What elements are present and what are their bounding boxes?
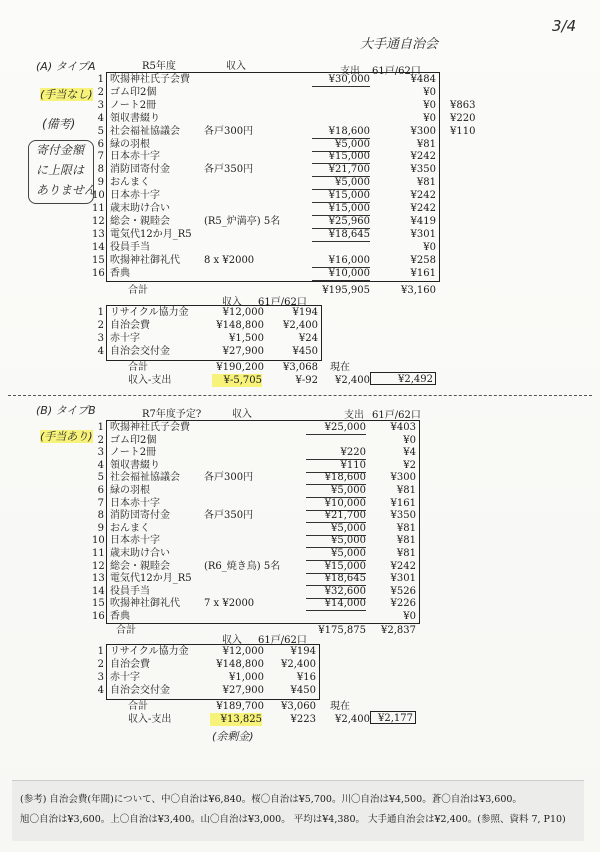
- a-row-exp2: ¥0: [423, 99, 436, 111]
- b-row-name: 日本赤十字: [110, 535, 160, 547]
- a-inc-name: 自治会交付金: [110, 346, 170, 357]
- b-row-exp2: ¥4: [403, 447, 416, 459]
- b-row-exp1: ¥21,700: [306, 509, 366, 523]
- b-row-exp1: ¥10,000: [306, 497, 366, 511]
- b-row-name: 消防団寄付金: [110, 510, 170, 522]
- a-inc-name: リサイクル協力金: [110, 307, 189, 318]
- a-row-no: 14: [92, 241, 105, 253]
- b-row-exp2: ¥226: [390, 598, 416, 610]
- a-year: R5年度: [142, 61, 176, 72]
- a-total-exp1: ¥195,905: [322, 285, 370, 296]
- b-row-no: 3: [97, 447, 104, 459]
- a-income-label: 収入: [226, 61, 246, 72]
- section-b-title: (B) タイプB: [36, 404, 96, 417]
- b-row-no: 8: [97, 510, 104, 522]
- a-inc-no: 2: [97, 320, 104, 331]
- page-number: 3/4: [552, 17, 577, 35]
- a-row-exp1: ¥15,000: [312, 189, 370, 203]
- b-inc-name: リサイクル協力金: [110, 646, 189, 657]
- b-row-exp2: ¥300: [390, 472, 416, 484]
- a-balance-1: ¥-5,705: [212, 374, 262, 387]
- b-row-exp1: ¥5,000: [306, 547, 366, 561]
- a-row-no: 4: [97, 112, 104, 124]
- b-row-no: 13: [92, 573, 105, 585]
- b-row-note: 7 x ¥2000: [204, 598, 255, 610]
- b-row-name: ノート2冊: [110, 447, 157, 459]
- a-inc-total1: ¥190,200: [216, 362, 264, 373]
- a-row-no: 10: [92, 190, 105, 202]
- b-row-no: 11: [92, 548, 105, 559]
- a-inc-no: 1: [97, 307, 104, 318]
- b-row-exp1: ¥5,000: [306, 522, 366, 536]
- b-inc-name: 赤十字: [110, 672, 140, 683]
- a-row-exp2: ¥81: [416, 177, 436, 189]
- b-inc-v1: ¥12,000: [222, 646, 264, 657]
- b-row-name: 社会福祉協議会: [110, 472, 180, 484]
- b-row-exp2: ¥403: [390, 422, 416, 433]
- a-inc-total2: ¥3,068: [283, 362, 318, 373]
- a-row-exp2: ¥161: [410, 267, 436, 279]
- a-row-no: 9: [97, 177, 104, 189]
- b-row-name: 緑の羽根: [110, 485, 150, 496]
- a-row-exp1: ¥5,000: [312, 176, 370, 190]
- a-row-extra: ¥110: [450, 125, 476, 137]
- b-balance-1: ¥13,825: [210, 713, 262, 726]
- b-inc-header: 収入: [222, 635, 242, 646]
- a-row-name: 電気代12か月_R5: [110, 228, 192, 240]
- a-households: 61戸/62口: [372, 66, 421, 77]
- b-row-exp2: ¥81: [396, 535, 416, 547]
- b-total-exp1: ¥175,875: [318, 625, 366, 636]
- a-inc-name: 自治会費: [110, 320, 150, 331]
- b-row-exp1: ¥18,600: [306, 471, 366, 485]
- a-row-exp1: ¥15,000: [312, 202, 370, 216]
- b-inc-v1: ¥1,000: [229, 672, 264, 683]
- b-row-exp1: ¥110: [306, 459, 366, 473]
- a-row-exp2: ¥419: [410, 215, 436, 227]
- note-line-1: (備考): [42, 117, 76, 131]
- a-row-exp2: ¥350: [410, 164, 436, 176]
- footer-line-2: 旭〇自治は¥3,600。上〇自治は¥3,400。山〇自治は¥3,000。 平均は¥4,380。 大手通自治会は¥2,400。(参照、資料 7, P10): [20, 814, 566, 825]
- a-inc-households: 61戸/62口: [258, 297, 307, 308]
- a-row-name: 役員手当: [110, 241, 150, 253]
- section-b-badge: (手当あり): [40, 430, 93, 443]
- b-row-name: 電気代12か月_R5: [110, 573, 192, 585]
- a-inc-v2: ¥2,400: [283, 320, 318, 331]
- a-inc-v1: ¥148,800: [216, 320, 264, 331]
- b-year: R7年度予定?: [142, 409, 202, 420]
- b-balance-2: ¥223: [290, 714, 316, 725]
- b-expense-label: 支出: [344, 410, 364, 421]
- a-row-no: 8: [97, 164, 104, 176]
- b-row-name: 香典: [110, 611, 130, 622]
- a-row-exp1: ¥18,645: [312, 228, 370, 242]
- section-a-badge: (手当なし): [40, 88, 93, 101]
- section-divider: [8, 395, 592, 396]
- b-row-no: 9: [97, 522, 104, 534]
- a-inc-v2: ¥24: [298, 333, 318, 344]
- b-inc-v1: ¥148,800: [216, 659, 264, 670]
- a-row-no: 2: [97, 86, 104, 98]
- a-row-exp1: ¥16,000: [312, 254, 370, 268]
- b-inc-no: 3: [97, 672, 104, 683]
- note-line-3: に上限は: [36, 163, 85, 177]
- b-row-no: 1: [97, 422, 104, 433]
- org-handwritten-title: 大手通自治会: [360, 37, 439, 52]
- b-row-name: おんまく: [110, 522, 150, 534]
- footer-line-1: (参考) 自治会費(年間)について、中〇自治は¥6,840。桜〇自治は¥5,700。川〇自治は¥4,500。蒼〇自治は¥3,600。: [20, 794, 522, 805]
- b-row-no: 14: [92, 585, 105, 597]
- b-row-exp2: ¥81: [396, 522, 416, 534]
- a-row-exp2: ¥300: [410, 125, 436, 137]
- a-row-name: 領収書綴り: [110, 112, 160, 124]
- b-balance-3: ¥2,400: [335, 714, 370, 725]
- b-inc-total2: ¥3,060: [281, 701, 316, 712]
- b-row-note: 各戸350円: [204, 510, 254, 522]
- b-row-exp1: ¥14,000: [306, 597, 366, 611]
- a-row-name: ゴム印2個: [110, 86, 157, 98]
- a-inc-no: 3: [97, 333, 104, 344]
- a-now-label: 現在: [330, 362, 350, 373]
- a-inc-v1: ¥12,000: [222, 307, 264, 318]
- a-row-name: 消防団寄付金: [110, 164, 170, 176]
- b-row-exp2: ¥0: [403, 611, 416, 622]
- b-surplus-note: (余剰金): [212, 730, 254, 743]
- b-inc-v2: ¥450: [290, 685, 316, 696]
- a-row-exp2: ¥242: [410, 203, 436, 214]
- a-row-name: 香典: [110, 267, 130, 279]
- a-row-exp2: ¥0: [423, 112, 436, 124]
- b-row-name: 吹揚神社氏子会費: [110, 422, 190, 433]
- b-row-exp2: ¥161: [390, 497, 416, 509]
- b-inc-no: 1: [97, 646, 104, 657]
- b-inc-v2: ¥16: [296, 672, 316, 683]
- note-bracket: [28, 140, 97, 204]
- a-row-exp1: ¥18,600: [312, 125, 370, 139]
- a-row-no: 11: [92, 203, 105, 214]
- b-now-label: 現在: [330, 701, 350, 712]
- a-row-exp2: ¥301: [410, 228, 436, 240]
- a-row-extra: ¥220: [450, 112, 476, 124]
- b-row-no: 4: [97, 459, 104, 471]
- a-row-extra: ¥863: [450, 99, 476, 111]
- a-inc-v1: ¥27,900: [222, 346, 264, 357]
- a-row-note: 各戸300円: [204, 125, 254, 137]
- b-row-no: 10: [92, 535, 105, 547]
- reference-footer: [12, 780, 584, 841]
- a-row-note: (R5_炉満亭) 5名: [204, 215, 281, 227]
- a-inc-v2: ¥194: [292, 307, 318, 318]
- b-households: 61戸/62口: [372, 410, 421, 421]
- a-row-name: 日本赤十字: [110, 151, 160, 163]
- b-row-no: 12: [92, 560, 105, 572]
- a-inc-v1: ¥1,500: [229, 333, 264, 344]
- a-row-note: 各戸350円: [204, 164, 254, 176]
- b-row-exp2: ¥81: [396, 485, 416, 496]
- b-row-exp2: ¥2: [403, 459, 416, 471]
- a-row-exp2: ¥0: [423, 86, 436, 98]
- b-balance-label: 収入-支出: [128, 714, 172, 725]
- a-row-no: 12: [92, 215, 105, 227]
- b-row-exp1: ¥5,000: [306, 484, 366, 498]
- a-row-exp1: ¥21,700: [312, 163, 370, 177]
- b-row-exp2: ¥242: [390, 560, 416, 572]
- b-inc-v2: ¥2,400: [281, 659, 316, 670]
- a-row-no: 3: [97, 99, 104, 111]
- b-balance-4: ¥2,177: [370, 711, 416, 724]
- b-row-no: 16: [92, 611, 105, 622]
- a-row-name: 吹揚神社氏子会費: [110, 74, 190, 85]
- b-row-name: 領収書綴り: [110, 459, 160, 471]
- b-row-name: ゴム印2個: [110, 434, 157, 446]
- b-inc-name: 自治会交付金: [110, 685, 170, 696]
- b-inc-v1: ¥27,900: [222, 685, 264, 696]
- a-row-exp2: ¥258: [410, 254, 436, 266]
- a-expense-label: 支出: [340, 66, 360, 77]
- b-row-exp2: ¥301: [390, 573, 416, 585]
- a-inc-no: 4: [97, 346, 104, 357]
- b-row-name: 歳末助け合い: [110, 548, 170, 559]
- a-row-exp1: ¥15,000: [312, 150, 370, 164]
- a-row-exp2: ¥242: [410, 151, 436, 163]
- b-row-no: 6: [97, 485, 104, 496]
- a-balance-3: ¥2,400: [335, 375, 370, 386]
- a-row-name: 総会・親睦会: [110, 215, 170, 227]
- b-row-note: (R6_焼き鳥) 5名: [204, 560, 281, 572]
- a-row-name: おんまく: [110, 177, 150, 189]
- b-row-exp2: ¥0: [403, 434, 416, 446]
- a-row-name: 社会福祉協議会: [110, 125, 180, 137]
- a-row-no: 1: [97, 74, 104, 85]
- a-inc-total-label: 合計: [128, 362, 148, 373]
- note-line-4: ありません: [36, 183, 97, 197]
- b-row-no: 7: [97, 497, 104, 509]
- a-row-name: 日本赤十字: [110, 190, 160, 202]
- b-total-exp2: ¥2,837: [381, 625, 416, 636]
- a-row-exp2: ¥81: [416, 138, 436, 150]
- a-row-exp1: ¥5,000: [312, 138, 370, 152]
- a-row-exp2: ¥0: [423, 241, 436, 253]
- a-total-label: 合計: [128, 285, 148, 296]
- a-row-name: 歳末助け合い: [110, 203, 170, 214]
- section-a-title: (A) タイプA: [36, 60, 96, 73]
- a-row-no: 7: [97, 151, 104, 163]
- b-row-exp1: ¥15,000: [306, 560, 366, 574]
- b-inc-households: 61戸/62口: [258, 635, 307, 646]
- a-row-name: ノート2冊: [110, 99, 157, 111]
- b-row-note: 各戸300円: [204, 472, 254, 484]
- a-row-no: 5: [97, 125, 104, 137]
- b-row-exp1: ¥32,600: [306, 585, 366, 599]
- b-inc-total-label: 合計: [128, 701, 148, 712]
- a-row-exp2: ¥242: [410, 190, 436, 202]
- a-row-no: 15: [92, 254, 105, 266]
- b-row-exp2: ¥526: [390, 585, 416, 597]
- b-row-name: 役員手当: [110, 585, 150, 597]
- b-income-label: 収入: [232, 409, 252, 420]
- b-row-exp1: ¥18,645: [306, 572, 366, 586]
- a-row-exp1: ¥25,960: [312, 215, 370, 229]
- b-row-exp1: ¥5,000: [306, 534, 366, 548]
- b-inc-v2: ¥194: [290, 646, 316, 657]
- a-inc-name: 赤十字: [110, 333, 140, 344]
- b-row-exp2: ¥81: [396, 548, 416, 559]
- a-balance-4: ¥2,492: [370, 372, 436, 385]
- a-balance-label: 収入-支出: [128, 375, 172, 386]
- b-row-exp2: ¥350: [390, 510, 416, 522]
- a-row-exp2: ¥484: [410, 74, 436, 85]
- b-row-no: 2: [97, 434, 104, 446]
- a-balance-2: ¥-92: [295, 375, 318, 386]
- a-row-name: 吹揚神社御礼代: [110, 254, 180, 266]
- a-inc-header: 収入: [222, 297, 242, 308]
- a-row-note: 8 x ¥2000: [204, 254, 255, 266]
- a-row-exp1: ¥10,000: [312, 267, 370, 281]
- a-inc-v2: ¥450: [292, 346, 318, 357]
- note-line-2: 寄付金額: [36, 143, 85, 157]
- b-row-exp1: ¥220: [306, 446, 366, 460]
- a-row-exp1: ¥30,000: [312, 73, 370, 87]
- b-inc-no: 4: [97, 685, 104, 696]
- b-row-no: 5: [97, 472, 104, 484]
- a-row-no: 13: [92, 228, 105, 240]
- b-inc-no: 2: [97, 659, 104, 670]
- b-row-name: 吹揚神社御礼代: [110, 598, 180, 610]
- a-row-name: 緑の羽根: [110, 138, 150, 150]
- b-row-no: 15: [92, 598, 105, 610]
- b-row-name: 日本赤十字: [110, 497, 160, 509]
- a-total-exp2: ¥3,160: [401, 285, 436, 296]
- b-inc-total1: ¥189,700: [216, 701, 264, 712]
- b-row-name: 総会・親睦会: [110, 560, 170, 572]
- b-total-label: 合計: [116, 625, 136, 636]
- b-row-exp1: ¥25,000: [306, 421, 366, 435]
- a-row-no: 16: [92, 267, 105, 279]
- b-inc-name: 自治会費: [110, 659, 150, 670]
- a-row-no: 6: [97, 138, 104, 150]
